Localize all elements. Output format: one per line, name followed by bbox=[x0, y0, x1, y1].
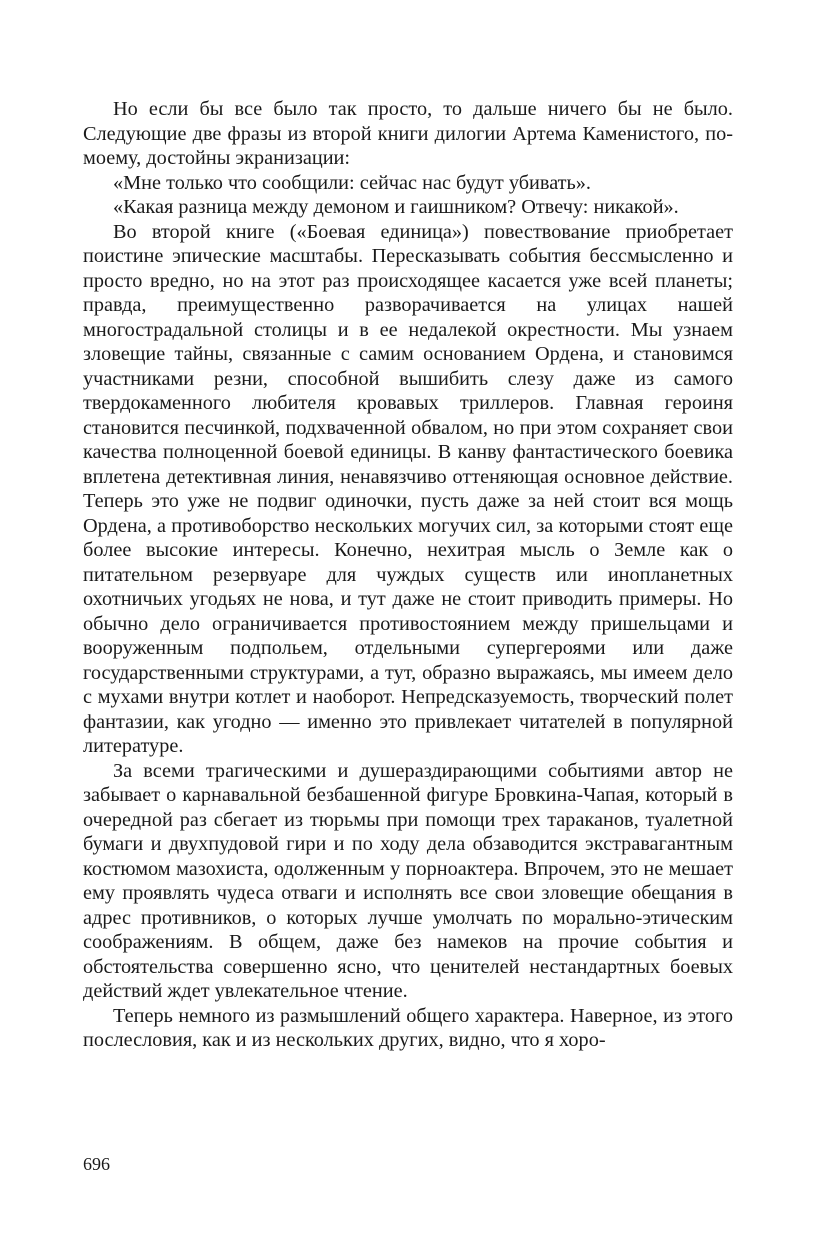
paragraph-4: Во второй книге («Боевая единица») повествование приобретает поистине эпические масштабы. Пересказывать события бессмысленно и просто вредно, но на этот раз происходящее касается уже всей планеты; правда, преимущественно разворачивается на улицах нашей многострадальной столицы и в ее недалекой окрестности. Мы узнаем зловещие тайны, связанные с самим основанием Ордена, и становимся участниками резни, способной вышибить слезу даже из самого твердокаменного любителя кровавых триллеров. Главная героиня становится песчинкой, подхваченной обвалом, но при этом сохраняет свои качества полноценной боевой единицы. В канву фантастического боевика вплетена детективная линия, ненавязчиво оттеняющая основное действие. Теперь это уже не подвиг одиночки, пусть даже за ней стоит вся мощь Ордена, а противоборство нескольких могучих сил, за которыми стоят еще более высокие интересы. Конечно, нехитрая мысль о Земле как о питательном резервуаре для чуждых существ или инопланетных охотничьих угодьях не нова, и тут даже не стоит приводить примеры. Но обычно дело ограничивается противостоянием между пришельцами и вооруженным подпольем, отдельными супергероями или даже государственными структурами, а тут, образно выражаясь, мы имеем дело с мухами внутри котлет и наоборот. Непредсказуемость, творческий полет фантазии, как угодно — именно это привлекает читателей в популярной литературе. bbox=[83, 220, 733, 757]
paragraph-6: Теперь немного из размышлений общего характера. Наверное, из этого послесловия, как и из нескольких других, видно, что я хоро- bbox=[83, 1004, 733, 1051]
paragraph-3: «Какая разница между демоном и гаишником? Отвечу: никакой». bbox=[113, 196, 679, 218]
page-body bbox=[83, 97, 733, 1053]
paragraph-2: «Мне только что сообщили: сейчас нас будут убивать». bbox=[113, 171, 591, 194]
page-number: 696 bbox=[83, 1154, 110, 1174]
paragraph-1: Но если бы все было так просто, то дальше ничего бы не было. Следующие две фразы из второй книги дилогии Артема Каменистого, по-моему, достойны экранизации: bbox=[83, 98, 733, 169]
paragraph-5: За всеми трагическими и душераздирающими событиями автор не забывает о карнавальной безбашенной фигуре Бровкина-Чапая, который в очередной раз сбегает из тюрьмы при помощи трех тараканов, туалетной бумаги и двухпудовой гири и по ходу дела обзаводится экстравагантным костюмом мазохиста, одолженным у порноактера. Впрочем, это не мешает ему проявлять чудеса отваги и исполнять все свои зловещие обещания в адрес противников, о которых лучше умолчать по морально-этическим соображениям. В общем, даже без намеков на прочие события и обстоятельства совершенно ясно, что ценителей нестандартных боевых действий ждет увлекательное чтение. bbox=[83, 759, 733, 1002]
